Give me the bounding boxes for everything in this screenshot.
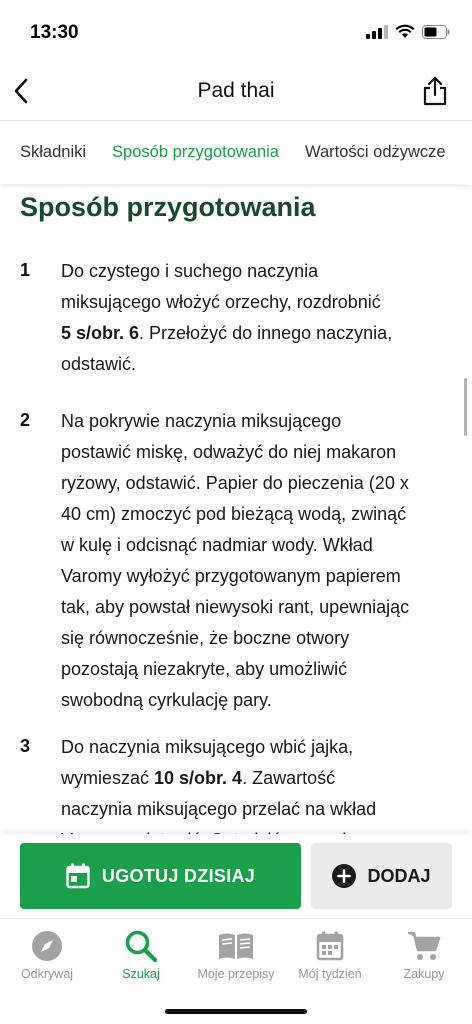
nav-item-my-recipes[interactable] bbox=[189, 929, 283, 981]
step-line: Do naczynia miksującego wbić jajka, bbox=[61, 737, 354, 757]
tab-preparation[interactable]: Sposób przygotowania bbox=[112, 143, 279, 161]
cellular-signal-icon bbox=[366, 25, 388, 39]
step-line: się równocześnie, że boczne otwory bbox=[61, 628, 350, 648]
compass-icon bbox=[31, 930, 63, 962]
nav-label: Moje przepisy bbox=[197, 967, 275, 981]
step-line: miksującego włożyć orzechy, rozdrobnić bbox=[61, 292, 381, 312]
book-icon bbox=[218, 932, 254, 960]
section-title: Sposób przygotowania bbox=[20, 192, 316, 222]
step-line: odstawić. bbox=[61, 354, 137, 374]
search-icon bbox=[124, 929, 158, 963]
program-setting: 10 s/obr. 4 bbox=[154, 768, 243, 788]
nav-item-discover[interactable] bbox=[0, 929, 94, 981]
status-bar bbox=[0, 0, 472, 62]
step-line: Varomy wyłożyć przygotowanym papierem bbox=[61, 566, 401, 586]
step-line: ryżowy, odstawić. Papier do pieczenia (20 x bbox=[61, 473, 409, 493]
nav-item-shopping[interactable] bbox=[377, 929, 471, 981]
step-number: 1 bbox=[20, 260, 31, 280]
step-line: Na pokrywie naczynia miksującego bbox=[61, 411, 342, 431]
status-time: 13:30 bbox=[30, 22, 79, 43]
step-line: naczynia miksującego przelać na wkład bbox=[61, 799, 377, 819]
calendar-icon bbox=[316, 931, 344, 961]
add-label: DODAJ bbox=[367, 865, 431, 886]
plus-circle-icon bbox=[332, 864, 356, 888]
step-line: tak, aby powstał niewysoki rant, upewniając bbox=[61, 597, 410, 617]
program-setting: 5 s/obr. 6 bbox=[61, 323, 140, 343]
add-button[interactable] bbox=[311, 843, 452, 909]
recipe-tab-bar bbox=[0, 120, 472, 184]
action-bar bbox=[0, 834, 472, 918]
nav-item-search[interactable] bbox=[94, 929, 188, 981]
step-line: postawić miskę, odważyć do niej makaron bbox=[61, 442, 397, 462]
home-indicator bbox=[165, 1009, 307, 1014]
tabs bbox=[20, 143, 446, 162]
preparation-content[interactable] bbox=[0, 184, 472, 834]
navigation-bar bbox=[0, 62, 472, 120]
step-line: 40 cm) zmoczyć pod bieżącą wodą, zwinąć bbox=[61, 504, 407, 524]
step-line: 5 s/obr. 6. Przełożyć do innego naczynia, bbox=[61, 323, 393, 343]
nav-label: Odkrywaj bbox=[20, 967, 74, 981]
scrollbar[interactable] bbox=[464, 378, 467, 436]
tab-fade bbox=[448, 121, 472, 185]
nav-label: Mój tydzień bbox=[298, 967, 362, 981]
tab-nutrition[interactable]: Wartości odżywcze bbox=[305, 143, 446, 161]
status-icons bbox=[366, 24, 450, 39]
cart-icon bbox=[407, 930, 441, 962]
nav-label: Zakupy bbox=[403, 967, 445, 981]
share-icon bbox=[422, 76, 448, 106]
nav-item-my-week[interactable] bbox=[283, 929, 377, 981]
step-line: w kulę i odcisnąć nadmiar wody. Wkład bbox=[61, 535, 373, 555]
battery-icon bbox=[422, 25, 450, 39]
cook-today-button[interactable] bbox=[20, 843, 301, 909]
tab-ingredients[interactable]: Składniki bbox=[20, 143, 87, 161]
nav-label: Szukaj bbox=[122, 967, 160, 981]
step-number: 2 bbox=[20, 410, 31, 430]
bottom-navigation bbox=[0, 918, 472, 1024]
step-text bbox=[61, 406, 461, 716]
step-line: swobodną cyrkulację pary. bbox=[61, 690, 272, 710]
cook-today-label: UGOTUJ DZISIAJ bbox=[101, 865, 256, 886]
wifi-icon bbox=[395, 24, 415, 39]
calendar-icon bbox=[66, 863, 90, 889]
page-title: Pad thai bbox=[197, 79, 275, 102]
step-line: Do czystego i suchego naczynia bbox=[61, 261, 319, 281]
step-number: 3 bbox=[20, 736, 31, 756]
step-line: pozostają niezakryte, aby umożliwić bbox=[61, 659, 348, 679]
step-line: wymieszać 10 s/obr. 4. Zawartość bbox=[61, 768, 336, 788]
share-button[interactable] bbox=[420, 74, 450, 108]
step-text bbox=[61, 256, 461, 380]
